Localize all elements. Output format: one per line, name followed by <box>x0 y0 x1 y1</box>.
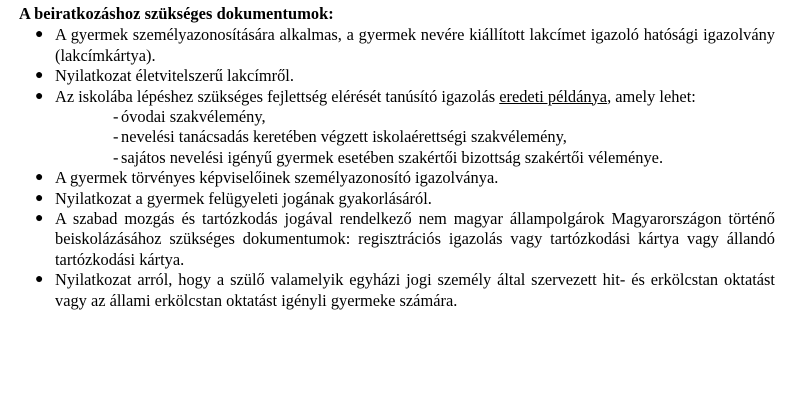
bullet-icon: ● <box>35 68 44 84</box>
list-item <box>19 25 775 66</box>
list-item-text <box>55 87 775 107</box>
bullet-icon: ● <box>35 190 44 206</box>
sub-list-item <box>19 148 701 168</box>
sub-list-item-text: nevelési tanácsadás keretében végzett iskolaérettségi szakvélemény, <box>121 127 567 147</box>
list-item-text: A gyermek személyazonosítására alkalmas, a gyermek nevére kiállított lakcímet igazoló hatósági igazolvány (lakcímkártya). <box>55 25 775 65</box>
list-item <box>19 209 775 270</box>
underlined-phrase: eredeti példánya <box>499 86 608 106</box>
bullet-icon: ● <box>35 272 44 288</box>
bullet-icon: ● <box>35 211 44 227</box>
list-item <box>19 189 775 209</box>
dash-marker: - <box>113 127 119 147</box>
list-item <box>19 87 775 169</box>
list-item-text: Nyilatkozat életvitelszerű lakcímről. <box>55 66 294 86</box>
list-item-text-start: Az iskolába lépéshez szükséges fejlettség elérését tanúsító igazolás <box>55 86 500 106</box>
sub-list-item-text: óvodai szakvélemény, <box>121 107 266 127</box>
list-item <box>19 66 775 86</box>
list-item <box>19 270 775 311</box>
bullet-icon: ● <box>35 27 44 43</box>
dash-marker: - <box>113 147 119 167</box>
list-item-text-end: , amely lehet: <box>607 86 696 106</box>
sub-list-item <box>19 127 701 147</box>
list-item <box>19 168 775 188</box>
bullet-icon: ● <box>35 88 44 104</box>
list-item-text: A gyermek törvényes képviselőinek személyazonosító igazolványa. <box>55 168 499 188</box>
document-title: A beiratkozáshoz szükséges dokumentumok: <box>19 4 334 23</box>
dash-marker: - <box>113 107 119 127</box>
sub-list-item-text: sajátos nevelési igényű gyermek esetében szakértői bizottság szakértői véleménye. <box>121 147 664 167</box>
list-item-text: A szabad mozgás és tartózkodás jogával rendelkező nem magyar állampolgárok Magyarországon történő beiskolázásához szükséges dokumentumok: regisztrációs igazolás vagy tartózkodási kártya vagy állandó tartózkodási kártya. <box>55 209 775 269</box>
sub-list-item <box>19 107 701 127</box>
bullet-icon: ● <box>35 170 44 186</box>
list-item-text: Nyilatkozat arról, hogy a szülő valamelyik egyházi jogi személy által szervezett hit- és erkölcstan oktatást vagy az állami erkölcstan oktatást igényli gyermeke számára. <box>55 270 775 310</box>
sub-list <box>55 107 775 168</box>
list-item-text: Nyilatkozat a gyermek felügyeleti jogának gyakorlásáról. <box>55 188 432 208</box>
requirements-list <box>19 25 778 311</box>
